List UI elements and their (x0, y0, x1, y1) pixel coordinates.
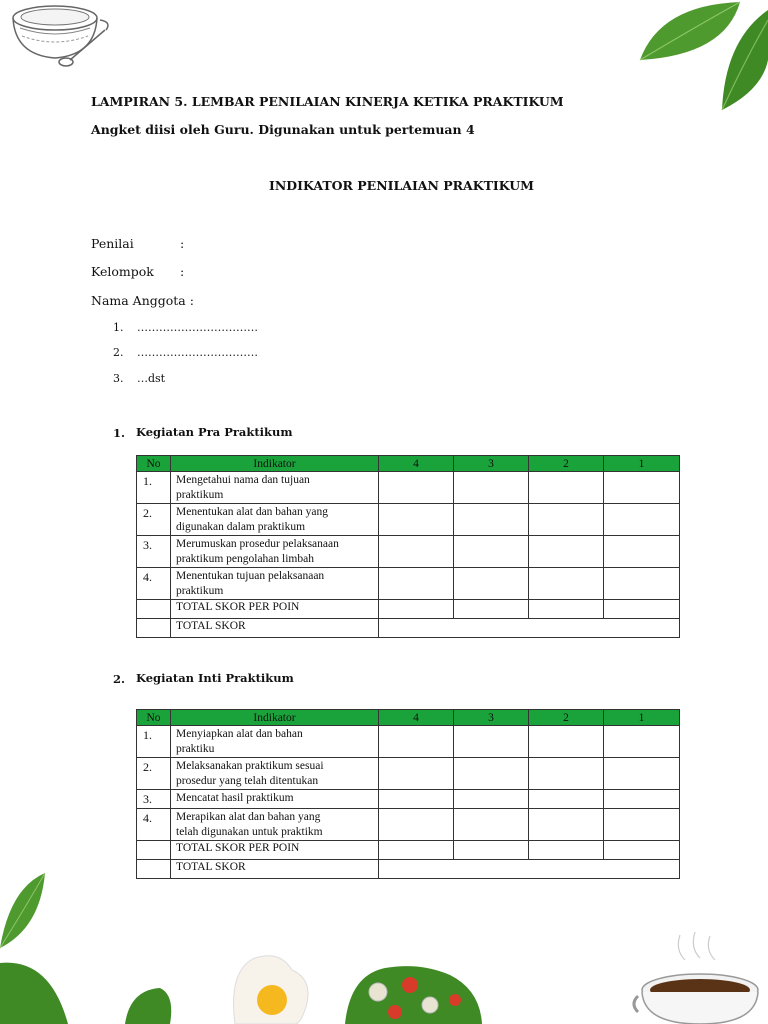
indicator-line: praktikum (176, 489, 224, 501)
score-cell[interactable] (454, 790, 529, 809)
indicator-cell (171, 536, 379, 568)
table-row (137, 758, 680, 790)
table-row (137, 790, 680, 809)
score-cell[interactable] (454, 809, 529, 841)
score-cell[interactable] (604, 536, 680, 568)
col-score-1: 1 (604, 710, 680, 726)
member-number: 3. (113, 372, 124, 385)
score-cell[interactable] (604, 568, 680, 600)
empty-cell (137, 619, 171, 638)
score-cell[interactable] (454, 758, 529, 790)
empty-cell (137, 860, 171, 879)
indicator-line: Mencatat hasil praktikum (176, 792, 294, 804)
section2-number: 2. (113, 672, 126, 686)
member-number: 2. (113, 346, 124, 359)
score-cell[interactable] (454, 726, 529, 758)
penilai-label: Penilai (91, 236, 134, 251)
member-number: 1. (113, 321, 124, 334)
score-cell[interactable] (604, 726, 680, 758)
row-number: 3. (137, 790, 171, 809)
col-indikator: Indikator (171, 456, 379, 472)
indicator-line: praktikum pengolahan limbah (176, 553, 314, 565)
score-cell[interactable] (604, 809, 680, 841)
table-header-row (137, 456, 680, 472)
col-score-2: 2 (529, 456, 604, 472)
row-number: 3. (137, 536, 171, 568)
row-number: 4. (137, 809, 171, 841)
indicator-line: Menentukan tujuan pelaksanaan (176, 570, 325, 582)
table-row (137, 568, 680, 600)
document-subtitle: Angket diisi oleh Guru. Digunakan untuk pertemuan 4 (91, 122, 475, 137)
indicator-cell (171, 504, 379, 536)
score-cell[interactable] (529, 536, 604, 568)
table-row (137, 809, 680, 841)
section1-table (136, 455, 680, 638)
score-cell[interactable] (604, 504, 680, 536)
col-score-4: 4 (379, 456, 454, 472)
nama-anggota-label: Nama Anggota : (91, 293, 194, 308)
total-label: TOTAL SKOR (171, 860, 379, 879)
table-row (137, 504, 680, 536)
indicator-line: Menentukan alat dan bahan yang (176, 506, 328, 518)
score-cell[interactable] (604, 790, 680, 809)
row-number: 2. (137, 504, 171, 536)
score-cell[interactable] (379, 600, 454, 619)
total-per-poin-row (137, 600, 680, 619)
section1-number: 1. (113, 426, 126, 440)
empty-cell (137, 600, 171, 619)
row-number: 4. (137, 568, 171, 600)
indicator-cell (171, 758, 379, 790)
indicator-line: Mengetahui nama dan tujuan (176, 474, 310, 486)
col-no: No (137, 456, 171, 472)
coffee-cup-illustration (630, 930, 768, 1024)
score-cell[interactable] (604, 472, 680, 504)
green-leaf-illustration (630, 0, 768, 115)
score-cell[interactable] (379, 504, 454, 536)
indicator-cell (171, 809, 379, 841)
score-cell[interactable] (529, 600, 604, 619)
indicator-cell (171, 726, 379, 758)
score-cell[interactable] (529, 472, 604, 504)
total-score-cell[interactable] (379, 619, 680, 638)
indicator-line: Melaksanakan praktikum sesuai (176, 760, 324, 772)
empty-cell (137, 841, 171, 860)
indicator-line: prosedur yang telah ditentukan (176, 775, 319, 787)
table-row (137, 726, 680, 758)
score-cell[interactable] (379, 841, 454, 860)
kelompok-label: Kelompok (91, 264, 154, 279)
penilai-colon: : (180, 236, 185, 251)
leaf-illustration (0, 868, 70, 1024)
col-score-4: 4 (379, 710, 454, 726)
soup-pot-illustration (0, 0, 115, 70)
total-label: TOTAL SKOR (171, 619, 379, 638)
kelompok-colon: : (180, 264, 185, 279)
col-indikator: Indikator (171, 710, 379, 726)
score-cell[interactable] (529, 568, 604, 600)
indicator-cell (171, 472, 379, 504)
document-title: LAMPIRAN 5. LEMBAR PENILAIAN KINERJA KETIKA PRAKTIKUM (91, 94, 564, 109)
total-row (137, 860, 680, 879)
row-number: 1. (137, 472, 171, 504)
score-cell[interactable] (379, 726, 454, 758)
indicator-line: Menyiapkan alat dan bahan (176, 728, 303, 740)
section1-title: Kegiatan Pra Praktikum (136, 425, 293, 439)
row-number: 1. (137, 726, 171, 758)
member-placeholder: …………………………… (137, 321, 258, 334)
indicator-line: praktikum (176, 585, 224, 597)
total-score-cell[interactable] (379, 860, 680, 879)
score-cell[interactable] (454, 472, 529, 504)
section2-table (136, 709, 680, 879)
score-cell[interactable] (529, 790, 604, 809)
score-cell[interactable] (379, 758, 454, 790)
score-cell[interactable] (529, 809, 604, 841)
indicator-line: Merapikan alat dan bahan yang (176, 811, 321, 823)
member-placeholder: …dst (137, 372, 166, 385)
total-per-poin-row (137, 841, 680, 860)
table-header-row (137, 710, 680, 726)
indicator-cell (171, 568, 379, 600)
indicator-line: telah digunakan untuk praktikm (176, 826, 323, 838)
score-cell[interactable] (454, 504, 529, 536)
indicator-line: Merumuskan prosedur pelaksanaan (176, 538, 339, 550)
row-number: 2. (137, 758, 171, 790)
score-cell[interactable] (454, 600, 529, 619)
col-score-2: 2 (529, 710, 604, 726)
score-cell[interactable] (454, 568, 529, 600)
score-cell[interactable] (529, 726, 604, 758)
section2-title: Kegiatan Inti Praktikum (136, 671, 294, 685)
score-cell[interactable] (454, 536, 529, 568)
score-cell[interactable] (379, 809, 454, 841)
indicator-cell (171, 790, 379, 809)
table-row (137, 472, 680, 504)
table-row (137, 536, 680, 568)
indicator-line: praktiku (176, 743, 215, 755)
total-per-poin-label: TOTAL SKOR PER POIN (171, 841, 379, 860)
col-score-3: 3 (454, 456, 529, 472)
score-cell[interactable] (529, 758, 604, 790)
col-score-1: 1 (604, 456, 680, 472)
member-placeholder: …………………………… (137, 346, 258, 359)
indicator-line: digunakan dalam praktikum (176, 521, 306, 533)
col-score-3: 3 (454, 710, 529, 726)
total-row (137, 619, 680, 638)
score-cell[interactable] (379, 472, 454, 504)
section-heading: INDIKATOR PENILAIAN PRAKTIKUM (269, 178, 534, 193)
score-cell[interactable] (379, 568, 454, 600)
fried-egg-and-salad-illustration (120, 950, 490, 1024)
score-cell[interactable] (529, 504, 604, 536)
total-per-poin-label: TOTAL SKOR PER POIN (171, 600, 379, 619)
score-cell[interactable] (604, 758, 680, 790)
score-cell[interactable] (379, 790, 454, 809)
score-cell[interactable] (379, 536, 454, 568)
score-cell[interactable] (604, 600, 680, 619)
col-no: No (137, 710, 171, 726)
score-cell[interactable] (604, 841, 680, 860)
score-cell[interactable] (454, 841, 529, 860)
score-cell[interactable] (529, 841, 604, 860)
